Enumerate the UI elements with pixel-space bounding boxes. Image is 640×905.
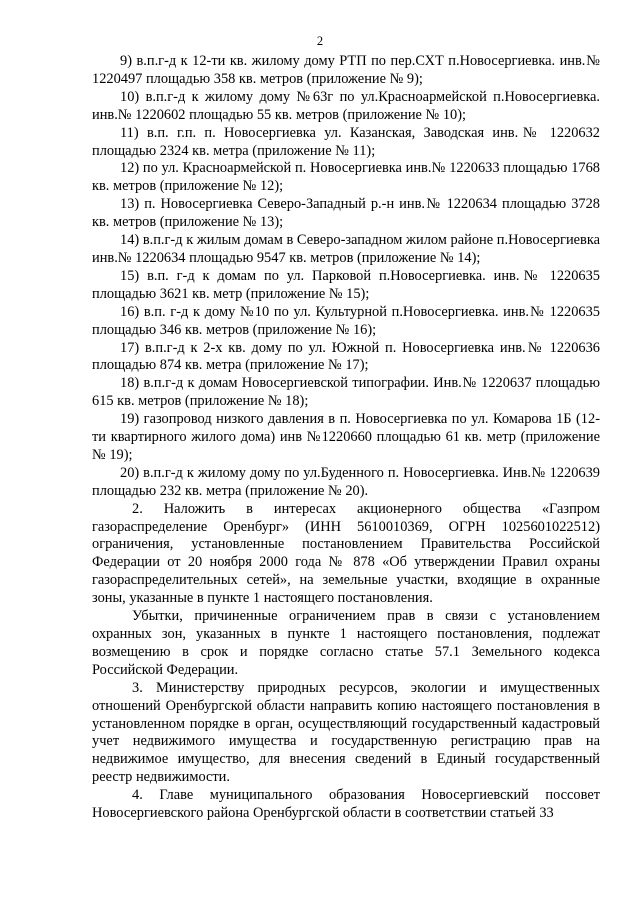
list-item-11: 11) в.п. г.п. п. Новосергиевка ул. Казанская, Заводская инв.№ 1220632 площадью 2324 кв. метра (приложение № 11);: [92, 124, 600, 159]
list-item-19: 19) газопровод низкого давления в п. Новосергиевка по ул. Комарова 1Б (12-ти квартирного жилого дома) инв №1220660 площадью 61 кв. метр (приложение № 19);: [92, 411, 600, 463]
document-body: [92, 53, 600, 823]
list-item-13: 13) п. Новосергиевка Северо-Западный р.-н инв.№ 1220634 площадью 3728 кв. метров (приложение № 13);: [92, 196, 600, 231]
list-item-12: 12) по ул. Красноармейской п. Новосергиевка инв.№ 1220633 площадью 1768 кв. метров (приложение № 12);: [92, 160, 600, 195]
clause-3: 3. Министерству природных ресурсов, экологии и имущественных отношений Оренбургской области направить копию настоящего постановления в установленном порядке в орган, осуществляющий государственный кадастровый учет недвижимого имущества и государственную регистрацию прав на недвижимое имущество, для внесения сведений в Единый государственный реестр недвижимости.: [92, 679, 600, 786]
list-item-18: 18) в.п.г-д к домам Новосергиевской типографии. Инв.№ 1220637 площадью 615 кв. метров (приложение № 18);: [92, 375, 600, 410]
clause-4: 4. Главе муниципального образования Новосергиевский поссовет Новосергиевского района Оренбургской области в соответствии статьей 33: [92, 787, 600, 822]
clause-2: 2. Наложить в интересах акционерного общества «Газпром газораспределение Оренбург» (ИНН 5610010369, ОГРН 1025601022512) ограничения, установленные постановлением Правительства Российской Федерации от 20 ноября 2000 года № 878 «Об утверждении Правил охраны газораспределительных сетей», на земельные участки, входящие в охранные зоны, указанные в пункте 1 настоящего постановления.: [92, 500, 600, 607]
page-number: 2: [316, 34, 324, 48]
list-item-17: 17) в.п.г-д к 2-х кв. дому по ул. Южной п. Новосергиевка инв.№ 1220636 площадью 874 кв. метра (приложение № 17);: [92, 339, 600, 374]
clause-2-losses: Убытки, причиненные ограничением прав в связи с установлением охранных зон, указанных в пункте 1 настоящего постановления, подлежат возмещению в срок и порядке согласно статье 57.1 Земельного кодекса Российской Федерации.: [92, 608, 600, 678]
list-item-9: 9) в.п.г-д к 12-ти кв. жилому дому РТП по пер.СХТ п.Новосергиевка. инв.№ 1220497 площадью 358 кв. метров (приложение № 9);: [92, 53, 600, 87]
list-item-16: 16) в.п. г-д к дому №10 по ул. Культурной п.Новосергиевка. инв.№ 1220635 площадью 346 кв. метров (приложение № 16);: [92, 303, 600, 338]
list-item-14: 14) в.п.г-д к жилым домам в Северо-западном жилом районе п.Новосергиевка инв.№ 1220634 площадью 9547 кв. метров (приложение № 14);: [92, 232, 600, 266]
list-item-10: 10) в.п.г-д к жилому дому №63г по ул.Красноармейской п.Новосергиевка. инв.№ 1220602 площадью 55 кв. метров (приложение № 10);: [92, 88, 600, 123]
list-item-20: 20) в.п.г-д к жилому дому по ул.Буденного п. Новосергиевка. Инв.№ 1220639 площадью 232 кв. метра (приложение № 20).: [92, 464, 600, 499]
list-item-15: 15) в.п. г-д к домам по ул. Парковой п.Новосергиевка. инв.№ 1220635 площадью 3621 кв. метр (приложение № 15);: [92, 267, 600, 302]
